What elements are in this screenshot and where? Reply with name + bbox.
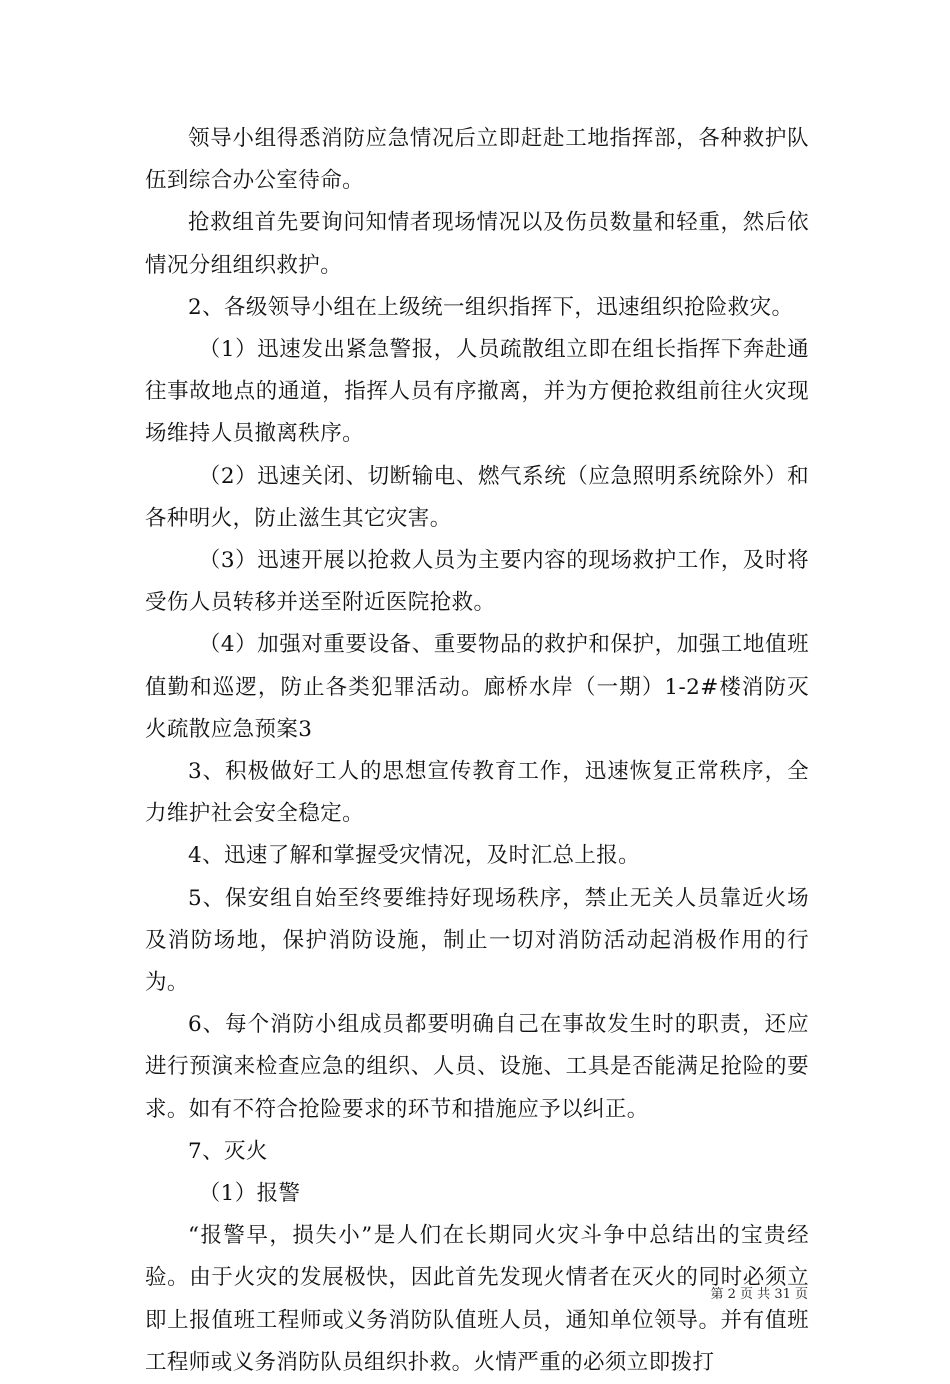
paragraph: （4）加强对重要设备、重要物品的救护和保护，加强工地值班值勤和巡逻，防止各类犯罪活动。廊桥水岸（一期）1-2#楼消防灭火疏散应急预案3	[145, 632, 809, 742]
paragraph: （1）报警	[198, 1181, 301, 1207]
paragraph: 5、保安组自始至终要维持好现场秩序，禁止无关人员靠近火场及消防场地，保护消防设施，制止一切对消防活动起消极作用的行为。	[145, 885, 809, 996]
paragraph: “报警早，损失小”是人们在长期同火灾斗争中总结出的宝贵经验。由于火灾的发展极快，因此首先发现火情者在灭火的同时必须立即上报值班工程师或义务消防队值班人员，通知单位领导。并有值班工程师或义务消防队员组织扑救。火情严重的必须立即拨打	[145, 1223, 809, 1375]
page-number: 第 2 页 共 31 页	[710, 1287, 808, 1302]
paragraph: 6、每个消防小组成员都要明确自己在事故发生时的职责，还应进行预演来检查应急的组织、人员、设施、工具是否能满足抢险的要求。如有不符合抢险要求的环节和措施应予以纠正。	[145, 1012, 809, 1122]
paragraph: 抢救组首先要询问知情者现场情况以及伤员数量和轻重，然后依情况分组组织救护。	[145, 210, 809, 278]
paragraph: 领导小组得悉消防应急情况后立即赶赴工地指挥部，各种救护队伍到综合办公室待命。	[145, 126, 809, 194]
paragraph: （1）迅速发出紧急警报，人员疏散组立即在组长指挥下奔赴通往事故地点的通道，指挥人员有序撤离，并为方便抢救组前往火灾现场维持人员撤离秩序。	[145, 337, 809, 447]
paragraph: （2）迅速关闭、切断输电、燃气系统（应急照明系统除外）和各种明火，防止滋生其它灾害。	[145, 463, 809, 531]
paragraph: 2、各级领导小组在上级统一组织指挥下，迅速组织抢险救灾。	[188, 294, 794, 320]
paragraph: （3）迅速开展以抢救人员为主要内容的现场救护工作，及时将受伤人员转移并送至附近医院抢救。	[145, 548, 809, 616]
paragraph: 7、灭火	[188, 1138, 268, 1164]
document-body	[145, 118, 809, 1384]
paragraph: 3、积极做好工人的思想宣传教育工作，迅速恢复正常秩序，全力维护社会安全稳定。	[145, 759, 809, 827]
paragraph: 4、迅速了解和掌握受灾情况，及时汇总上报。	[188, 843, 641, 869]
